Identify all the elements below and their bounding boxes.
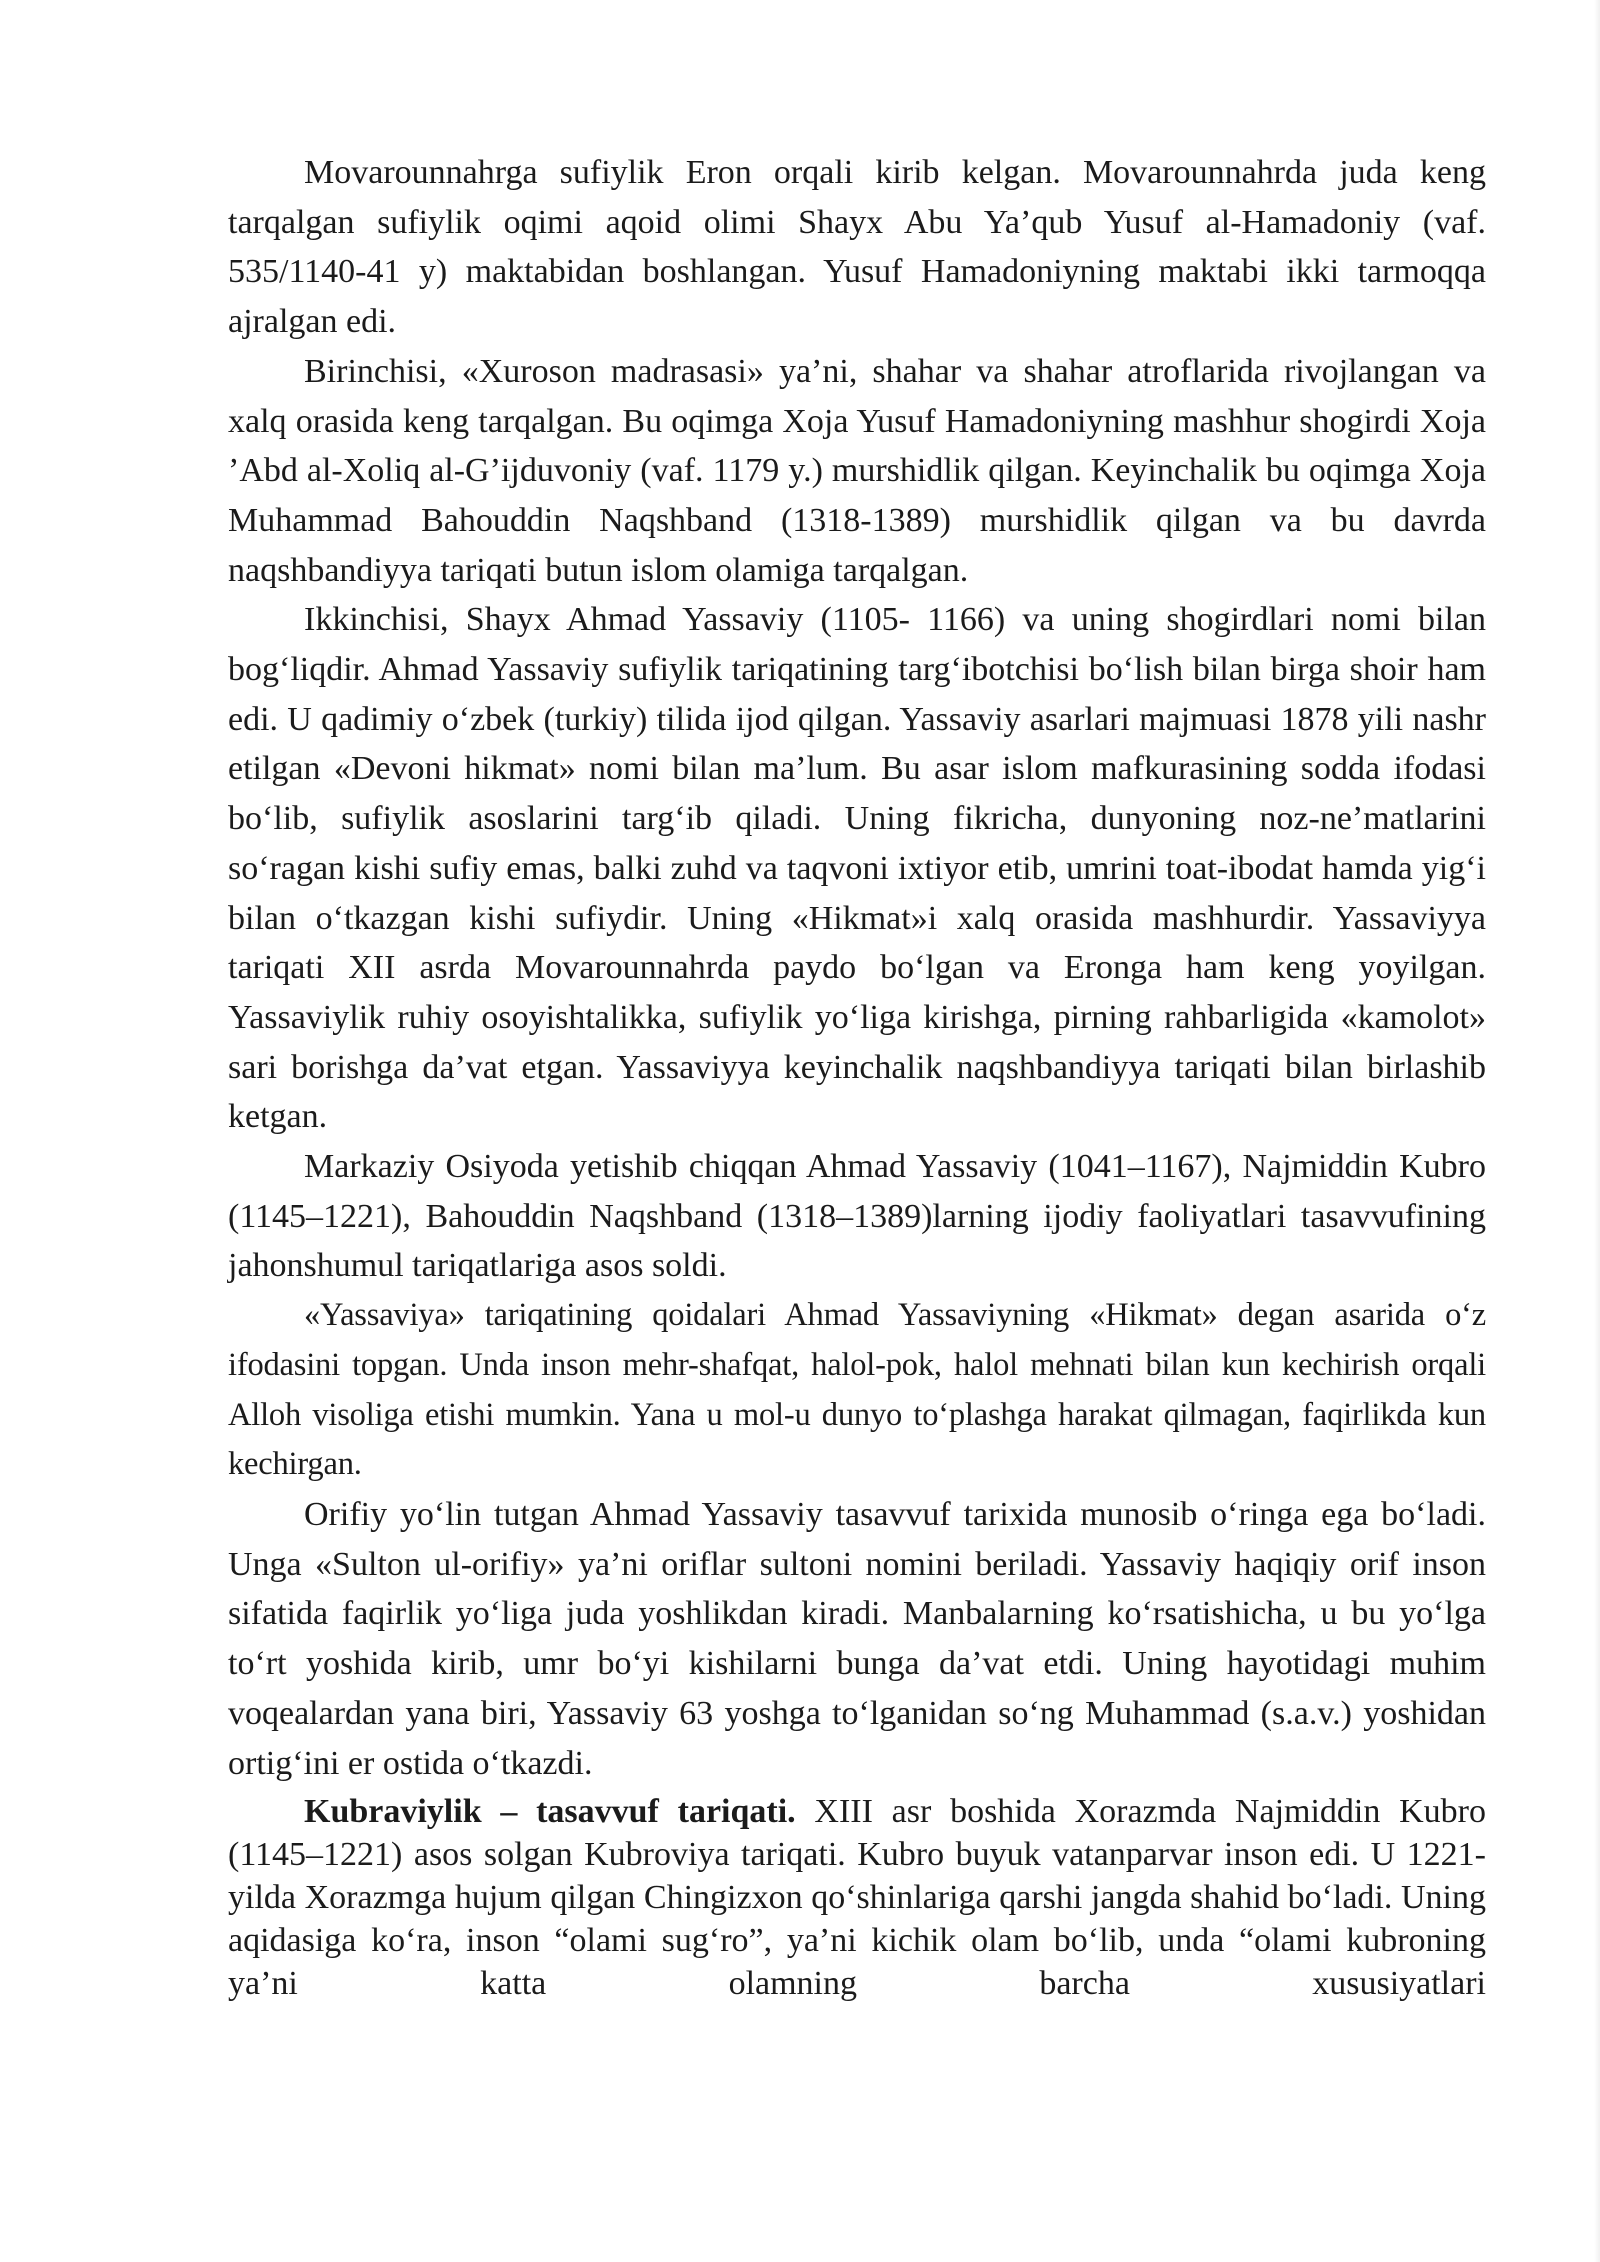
section-heading-kubraviylik: Kubraviylik – tasavvuf tariqati. [304,1793,796,1831]
page-edge-shadow [1594,0,1600,2262]
paragraph-yassaviya-rules: «Yassaviya» tariqatining qoidalari Ahmad Yassaviyning «Hikmat» degan asarida o‘z ifodasini topgan. Unda inson mehr-shafqat, halol-pok, halol mehnati bilan kun kechirish orqali Alloh visoliga etishi mumkin. Yana u mol-u dunyo to‘plashga harakat qilmagan, faqirlikda kun kechirgan. [228,1297,1486,1483]
paragraph-central-asia-founders: Markaziy Osiyoda yetishib chiqqan Ahmad Yassaviy (1041–1167), Najmiddin Kubro (1145–1221), Bahouddin Naqshband (1318–1389)larning ijodiy faoliyatlari tasavvufining jahonshumul tariqatlariga asos soldi. [228,1148,1486,1285]
paragraph-hamadoniy-school: Movarounnahrga sufiylik Eron orqali kirib kelgan. Movarounnahrda juda keng tarqalgan sufiylik oqimi aqoid olimi Shayx Abu Ya’qub Yusuf al-Hamadoniy (vaf. 535/1140-41 y) maktabidan boshlangan. Yusuf Hamadoniyning maktabi ikki tarmoqqa ajralgan edi. [228,154,1486,341]
paragraph-kubraviylik [228,1790,1486,2005]
paragraph-first-branch: Birinchisi, «Xuroson madrasasi» ya’ni, shahar va shahar atroflarida rivojlangan va xalq orasida keng tarqalgan. Bu oqimga Xoja Yusuf Hamadoniyning mashhur shogirdi Xoja ’Abd al-Xoliq al-G’ijduvoniy (vaf. 1179 y.) murshidlik qilgan. Keyinchalik bu oqimga Xoja Muhammad Bahouddin Naqshband (1318-1389) murshidlik qilgan va bu davrda naqshbandiyya tariqati butun islom olamiga tarqalgan. [228,352,1486,589]
paragraph-second-branch: Ikkinchisi, Shayx Ahmad Yassaviy (1105- 1166) va uning shogirdlari nomi bilan bog‘liqdir. Ahmad Yassaviy sufiylik tariqatining targ‘ibotchisi bo‘lish bilan birga shoir ham edi. U qadimiy o‘zbek (turkiy) tilida ijod qilgan. Yassaviy asarlari majmuasi 1878 yili nashr etilgan «Devoni hikmat» nomi bilan ma’lum. Bu asar islom mafkurasining sodda ifodasi bo‘lib, sufiylik asoslarini targ‘ib qiladi. Uning fikricha, dunyoning noz-ne’matlarini so‘ragan kishi sufiy emas, balki zuhd va taqvoni ixtiyor etib, umrini toat-ibodat hamda yig‘i bilan o‘tkazgan kishi sufiydir. Uning «Hikmat»i xalq orasida mashhurdir. Yassaviyya tariqati XII asrda Movarounnahrda paydo bo‘lgan va Eronga ham keng yoyilgan. Yassaviylik ruhiy osoyishtalikka, sufiylik yo‘liga kirishga, pirning rahbarligida «kamolot» sari borishga da’vat etgan. Yassaviyya keyinchalik naqshbandiyya tariqati bilan birlashib ketgan. [228,601,1486,1136]
document-page [228,148,1486,2005]
paragraph-orifiy-path: Orifiy yo‘lin tutgan Ahmad Yassaviy tasavvuf tarixida munosib o‘ringa ega bo‘ladi. Unga «Sulton ul-orifiy» ya’ni oriflar sultoni nomini beriladi. Yassaviy haqiqiy orif inson sifatida faqirlik yo‘liga juda yoshlikdan kiradi. Manbalarning ko‘rsatishicha, u bu yo‘lga to‘rt yoshida kirib, umr bo‘yi kishilarni bunga da’vat etdi. Uning hayotidagi muhim voqealardan yana biri, Yassaviy 63 yoshga to‘lganidan so‘ng Muhammad (s.a.v.) yoshidan ortig‘ini er ostida o‘tkazdi. [228,1495,1486,1782]
paragraph-kubraviylik-text: XIII asr boshida Xorazmda Najmiddin Kubro (1145–1221) asos solgan Kubroviya tariqati. Kubro buyuk vatanparvar inson edi. U 1221-yilda Xorazmga hujum qilgan Chingizxon qo‘shinlariga qarshi jangda shahid bo‘ladi. Uning aqidasiga ko‘ra, inson “olami sug‘ro”, ya’ni kichik olam bo‘lib, unda “olami kubroning ya’ni katta olamning barcha xususiyatlari [228,1793,1486,2003]
